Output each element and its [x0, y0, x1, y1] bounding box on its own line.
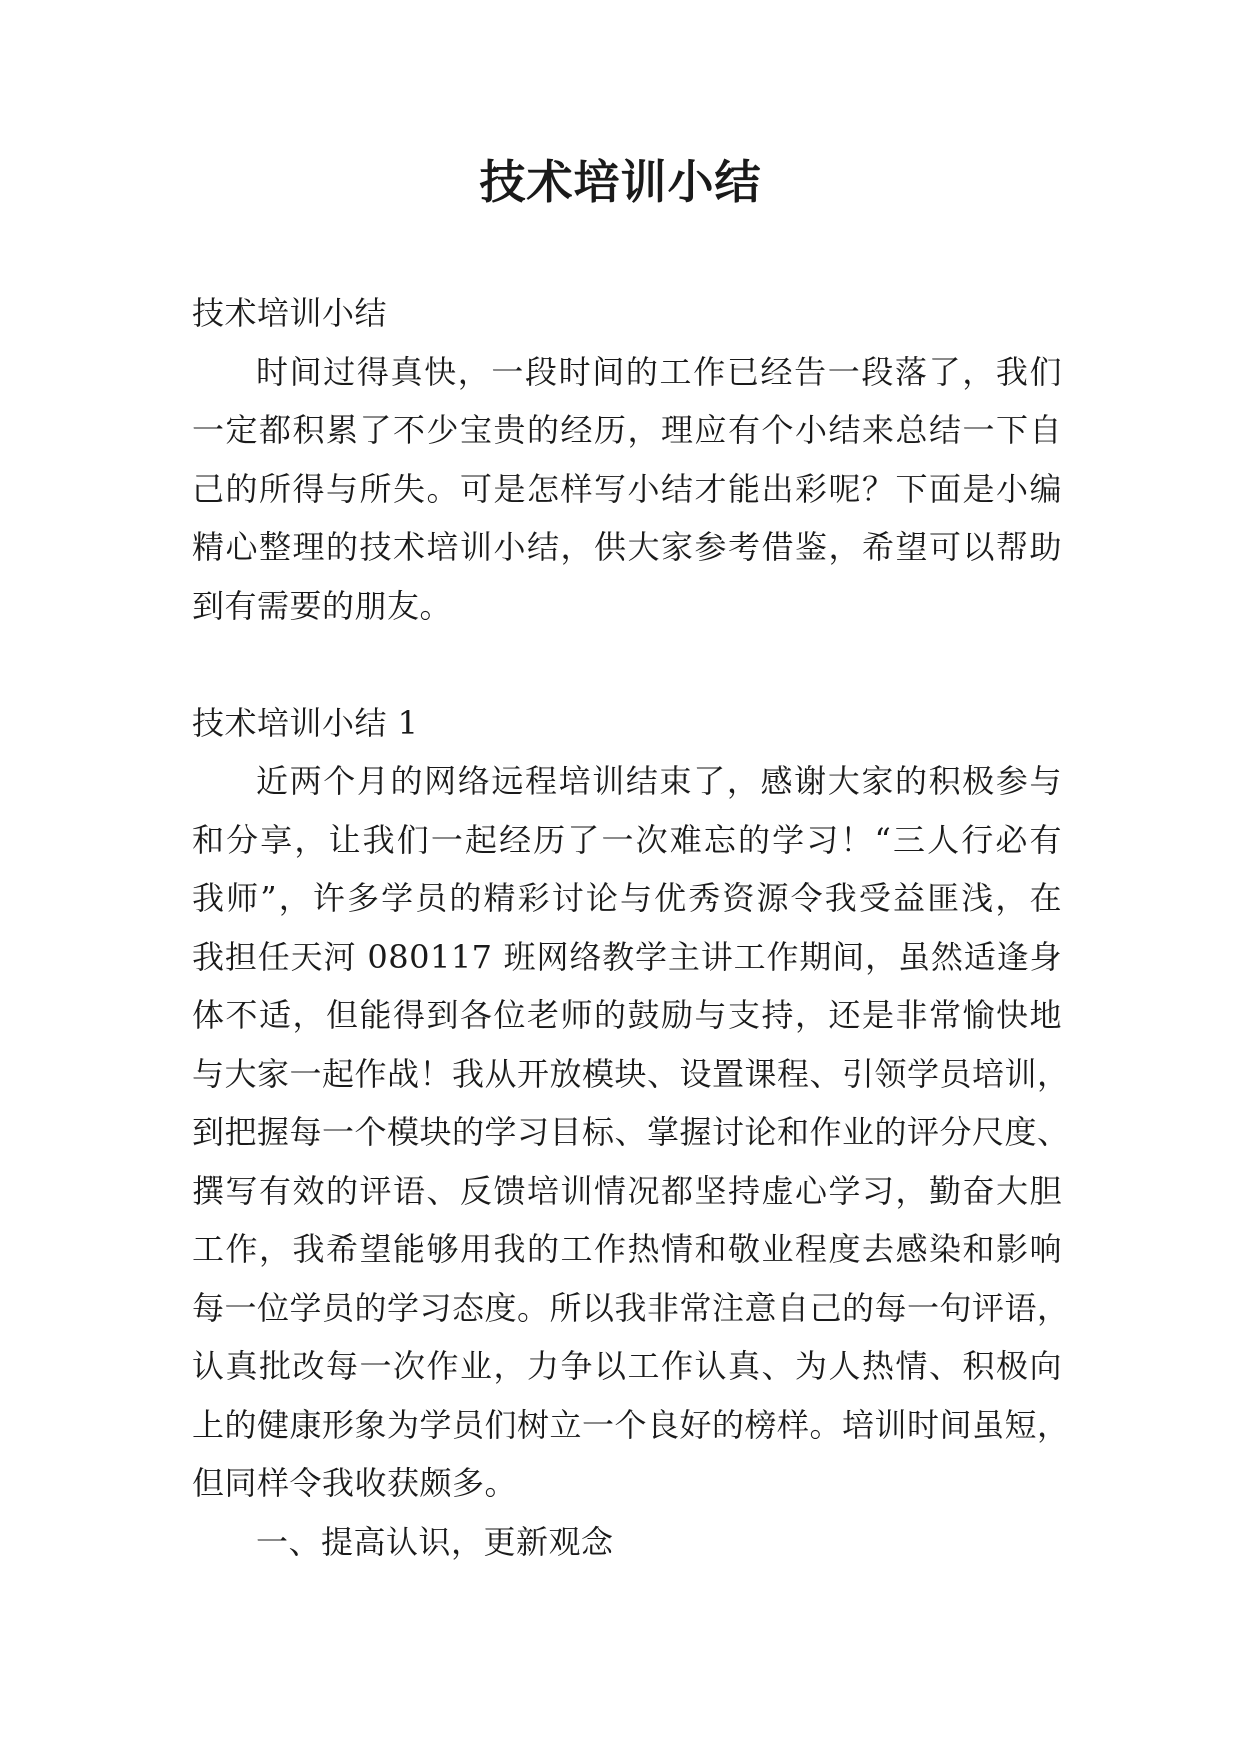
section-heading: 技术培训小结 1 [192, 703, 419, 742]
paragraph-line: 己的所得与所失。可是怎样写小结才能出彩呢？下面是小编 [192, 469, 1062, 508]
paragraph-line: 时间过得真快，一段时间的工作已经告一段落了，我们 [256, 352, 1062, 391]
paragraph-spacer [192, 635, 1062, 694]
paragraph-line: 一定都积累了不少宝贵的经历，理应有个小结来总结一下自 [192, 411, 1062, 449]
paragraph-line: 工作，我希望能够用我的工作热情和敬业程度去感染和影响 [192, 1230, 1062, 1268]
paragraph-line: 体不适，但能得到各位老师的鼓励与支持，还是非常愉快地 [192, 996, 1062, 1034]
paragraph-line: 撰写有效的评语、反馈培训情况都坚持虚心学习，勤奋大胆 [192, 1171, 1062, 1210]
paragraph-line: 认真批改每一次作业，力争以工作认真、为人热情、积极向 [192, 1347, 1062, 1385]
paragraph-line: 与大家一起作战！我从开放模块、设置课程、引领学员培训， [192, 1054, 1070, 1093]
paragraph-line: 但同样令我收获颇多。 [192, 1464, 518, 1502]
section-paragraph [192, 752, 1070, 1513]
paragraph-line: 上的健康形象为学员们树立一个良好的榜样。培训时间虽短， [192, 1405, 1070, 1444]
paragraph-line: 到有需要的朋友。 [192, 586, 453, 625]
paragraph-line: 到把握每一个模块的学习目标、掌握讨论和作业的评分尺度、 [192, 1113, 1070, 1151]
document-title: 技术培训小结 [479, 155, 762, 209]
paragraph-line: 近两个月的网络远程培训结束了，感谢大家的积极参与 [256, 762, 1062, 800]
intro-heading: 技术培训小结 [192, 294, 388, 332]
paragraph-line: 和分享，让我们一起经历了一次难忘的学习！“三人行必有 [192, 820, 1062, 859]
document-body [192, 284, 1070, 1571]
subheading: 一、提高认识，更新观念 [256, 1522, 614, 1561]
paragraph-line: 我担任天河 080117 班网络教学主讲工作期间，虽然适逢身 [192, 937, 1062, 976]
paragraph-line: 精心整理的技术培训小结，供大家参考借鉴，希望可以帮助 [192, 528, 1062, 566]
paragraph-line: 我师”，许多学员的精彩讨论与优秀资源令我受益匪浅，在 [192, 879, 1062, 917]
paragraph-line: 每一位学员的学习态度。所以我非常注意自己的每一句评语， [192, 1288, 1070, 1327]
intro-paragraph [192, 343, 1062, 636]
